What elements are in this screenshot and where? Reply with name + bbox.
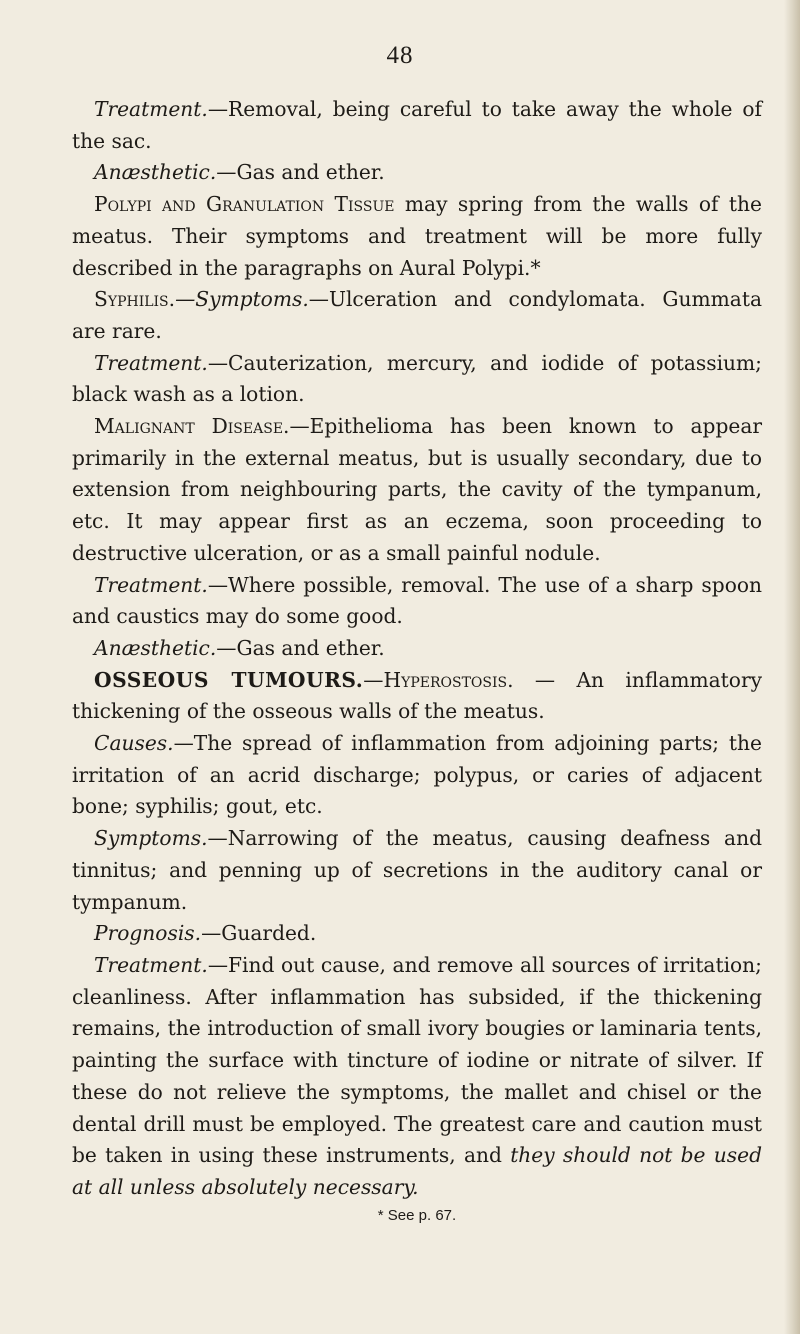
- paragraph-treatment-removal: [72, 94, 762, 157]
- paragraph-text: —Narrowing of the meatus, causing deafness and tinnitus; and penning up of secretions in the auditory canal or tympanum.: [72, 826, 762, 914]
- paragraph-text: may spring from the walls of the meatus. Their symptoms and treatment will be more fully described in the paragraphs on Aural Polypi.*: [72, 192, 762, 280]
- heading-treatment: Treatment.: [94, 97, 208, 121]
- paragraph-osseous-tumours: [72, 665, 762, 728]
- heading-symptoms: Symptoms.: [94, 826, 208, 851]
- paragraph-text: —Ulceration and condylomata. Gummata are rare.: [72, 287, 762, 343]
- heading-causes: Causes.: [94, 731, 174, 756]
- paragraph-text: —Guarded.: [201, 921, 317, 946]
- paragraph-causes: [72, 728, 762, 823]
- footnote: * See p. 67.: [377, 1206, 457, 1224]
- subheading-hyperostosis: —Hyperostosis.: [363, 667, 514, 692]
- paragraph-osseous-treatment: [72, 950, 762, 1204]
- subheading-symptoms: —Symptoms.: [175, 287, 309, 312]
- paragraph-malignant-treatment: [72, 570, 762, 633]
- heading-treatment: Treatment.: [94, 350, 208, 375]
- paragraph-anaesthetic-2: [72, 633, 762, 665]
- paragraph-text: —Gas and ether.: [216, 160, 385, 185]
- page-body: [72, 94, 762, 1228]
- heading-malignant-disease: Malignant Disease.: [94, 414, 290, 439]
- heading-syphilis: Syphilis.: [94, 287, 176, 312]
- paragraph-prognosis: [72, 918, 762, 950]
- paragraph-syphilis-treatment: [72, 348, 762, 411]
- paragraph-text: —Epithelioma has been known to appear primarily in the external meatus, but is usually secondary, due to extension from neighbouring parts, the cavity of the tympanum, etc. It may appear first as an eczema, soon proceeding to destructive ulceration, or as a small painful nodule.: [72, 414, 763, 565]
- heading-treatment: Treatment.: [94, 952, 208, 977]
- paragraph-anaesthetic: [72, 157, 762, 189]
- emphasis-warning: they should not be used at all unless absolutely necessary.: [72, 1143, 762, 1199]
- paragraph-text: —Removal, being careful to take away the whole of the sac.: [72, 97, 762, 153]
- page-number: 48: [386, 42, 414, 69]
- page-edge-shadow: [784, 0, 800, 1334]
- paragraph-text: —Where possible, removal. The use of a sharp spoon and caustics may do some good.: [72, 572, 762, 629]
- paragraph-syphilis: [72, 284, 762, 347]
- paragraph-symptoms: [72, 823, 762, 918]
- heading-osseous-tumours: OSSEOUS TUMOURS.: [94, 667, 364, 692]
- paragraph-polypi: [72, 189, 762, 284]
- heading-prognosis: Prognosis.: [94, 921, 202, 946]
- paragraph-malignant-disease: [72, 411, 762, 570]
- paragraph-text: —Find out cause, and remove all sources of irritation; cleanliness. After inflammation has subsided, if the thickening remains, the introduction of small ivory bougies or laminaria tents, painting the surface with tincture of iodine or nitrate of silver. If these do not relieve the symptoms, the mallet and chisel or the dental drill must be employed. The greatest care and caution must be taken in using these instruments, and: [72, 952, 762, 1168]
- paragraph-text: —Gas and ether.: [216, 635, 385, 660]
- heading-polypi-granulation: Polypi and Granulation Tissue: [94, 192, 395, 217]
- heading-anaesthetic: Anæsthetic.: [94, 160, 217, 185]
- paragraph-text: — An inflammatory thickening of the osseous walls of the meatus.: [72, 667, 763, 724]
- paragraph-text: —The spread of inflammation from adjoining parts; the irritation of an acrid discharge; polypus, or caries of adjacent bone; syphilis; gout, etc.: [72, 731, 762, 819]
- paragraph-text: —Cauterization, mercury, and iodide of potassium; black wash as a lotion.: [72, 350, 762, 407]
- heading-anaesthetic: Anæsthetic.: [94, 635, 217, 660]
- heading-treatment: Treatment.: [94, 572, 208, 597]
